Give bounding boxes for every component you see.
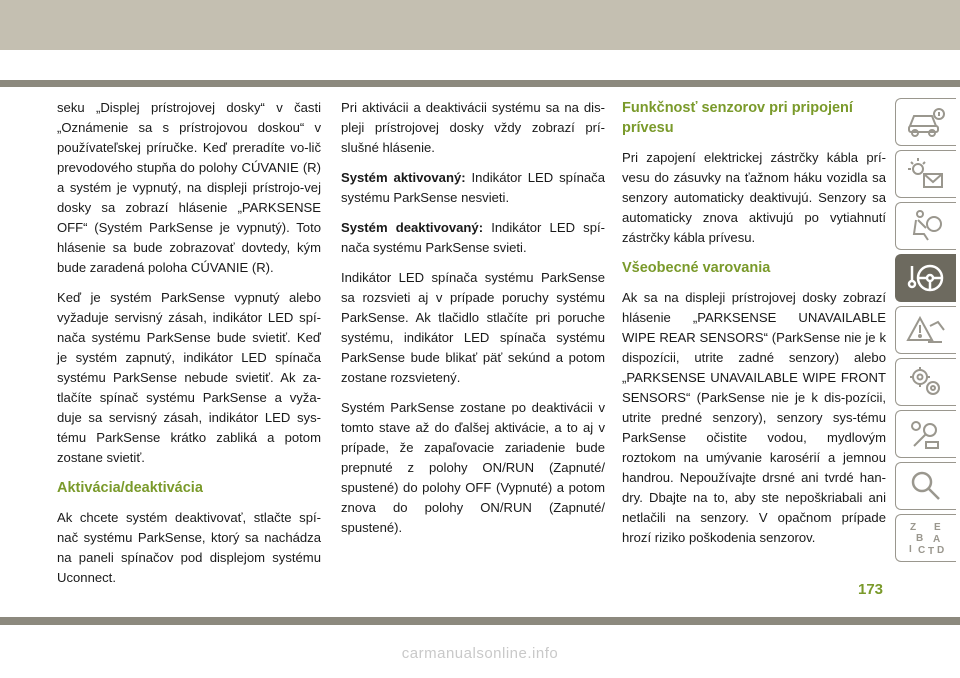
section-heading: Funkčnosť senzorov pri pripojení prívesu — [622, 100, 853, 136]
gears-service-icon — [906, 364, 946, 400]
tab-dashboard-lights[interactable] — [895, 150, 956, 198]
tab-car-info[interactable] — [895, 98, 956, 146]
tab-warning[interactable] — [895, 306, 956, 354]
lead-label: Systém aktivovaný: — [341, 170, 466, 185]
airbag-safety-icon — [906, 208, 946, 244]
tab-maintenance[interactable] — [895, 410, 956, 458]
column-2 — [341, 98, 605, 548]
paragraph: Keď je systém ParkSense vypnutý alebo vyžaduje servisný zásah, indikátor LED spí-nača systému ParkSense bude svietiť. Keď je systém zapnutý, indikátor LED spínača systému ParkSense nebude svietiť. Ak za-tlačíte spínač systému ParkSense a vyža-duje sa servisný zásah, indikátor LED sys-tému ParkSense krátko zabliká a potom zostane svietiť. — [57, 290, 321, 465]
magnifier-search-icon — [906, 468, 946, 504]
page-number: 173 — [858, 581, 884, 598]
paragraph-text: Indikátor LED spí-nača systému ParkSense svieti. — [341, 220, 605, 255]
tab-airbag-safety[interactable] — [895, 202, 956, 250]
tab-search[interactable] — [895, 462, 956, 510]
top-rule — [0, 80, 960, 87]
index-letter: I — [909, 544, 912, 555]
steering-wheel-key-icon — [906, 260, 946, 296]
bottom-rule — [0, 617, 960, 625]
paragraph: seku „Displej prístrojovej dosky“ v časti „Oznámenie sa s prístrojovou doskou“ v používateľskej príručke. Keď preradíte vo-lič prevodového stupňa do polohy CÚVANIE (R) a systém je vypnutý, na displeji prístrojo-vej dosky sa zobrazí hlásenie „PARKSENSE OFF“ (Systém ParkSense je vypnutý). Toto hlásenie sa bude zobrazovať dovtedy, kým bude zaradená poloha CÚVANIE (R). — [57, 100, 321, 275]
chapter-tabs — [895, 98, 960, 566]
car-info-icon — [906, 104, 946, 140]
paragraph: Pri zapojení elektrickej zástrčky kábla prí-vesu do zásuvky na ťažnom háku vozidla sa senzory automaticky deaktivujú. Senzory sa automaticky znova aktivujú po vytiahnutí zástrčky kábla prívesu. — [622, 150, 886, 245]
index-letter: A — [933, 534, 941, 545]
paragraph — [341, 218, 605, 258]
dashboard-lights-icon — [906, 156, 946, 192]
paragraph: Indikátor LED spínača systému ParkSense sa rozsvieti aj v prípade poruchy systému ParkSense. Ak tlačidlo stlačíte pri poruche systému, indikátor LED spínača systému ParkSense bude blikať päť sekúnd a potom zostane rozsvietený. — [341, 270, 605, 385]
tab-steering-wheel[interactable] — [895, 254, 956, 302]
tab-index[interactable] — [895, 514, 956, 562]
paragraph: Systém ParkSense zostane po deaktivácii v tomto stave až do ďalšej aktivácie, a to aj v prípade, že zapaľovacie zariadenie bude prepnuté z polohy ON/RUN (Zapnuté/ spustené) do polohy OFF (Vypnuté) a potom znova do polohy ON/RUN (Zapnuté/ spustené). — [341, 400, 605, 535]
paragraph: Ak sa na displeji prístrojovej dosky zobrazí hlásenie „PARKSENSE UNAVAILABLE WIPE REAR SENSORS“ (ParkSense nie je k dispozícii, utrite zadné senzory) alebo „PARKSENSE UNAVAILABLE WIPE FRONT SENSORS“ (ParkSense nie je k dis-pozícii, utrite predné senzory), senzory sys-tému ParkSense očistite vodou, mydlovým roztokom na umývanie karosérií a jemnou handrou. Nepoužívajte drsné ani tvrdé han-dry. Dbajte na to, aby ste nepoškriabali ani netlačili na senzory. V opačnom prípade hrozí riziko poškodenia senzorov. — [622, 290, 886, 545]
wrench-maintenance-icon — [906, 416, 946, 452]
section-heading: Všeobecné varovania — [622, 260, 771, 276]
paragraph: Pri aktivácii a deaktivácii systému sa na dis-pleji prístrojovej dosky vždy zobrazí prí-slušné hlásenie. — [341, 100, 605, 155]
index-letter: E — [934, 522, 941, 533]
warning-triangle-icon — [906, 312, 946, 348]
paragraph-text: Indikátor LED spínača systému ParkSense nesvieti. — [341, 170, 605, 205]
index-letter: T — [928, 546, 935, 556]
top-band — [0, 0, 960, 50]
index-letter: Z — [910, 522, 917, 533]
section-heading: Aktivácia/deaktivácia — [57, 480, 203, 496]
column-1 — [57, 98, 321, 598]
tab-service[interactable] — [895, 358, 956, 406]
column-3 — [622, 98, 886, 558]
alphabet-index-icon — [906, 520, 946, 556]
paragraph: Ak chcete systém deaktivovať, stlačte spí-nač systému ParkSense, ktorý sa nachádza na paneli spínačov pod displejom systému Uconnect. — [57, 510, 321, 585]
index-letter: B — [916, 533, 924, 544]
watermark: carmanualsonline.info — [401, 645, 559, 662]
paragraph — [341, 168, 605, 208]
index-letter: D — [937, 545, 945, 556]
lead-label: Systém deaktivovaný: — [341, 220, 484, 235]
index-letter: C — [918, 545, 926, 556]
